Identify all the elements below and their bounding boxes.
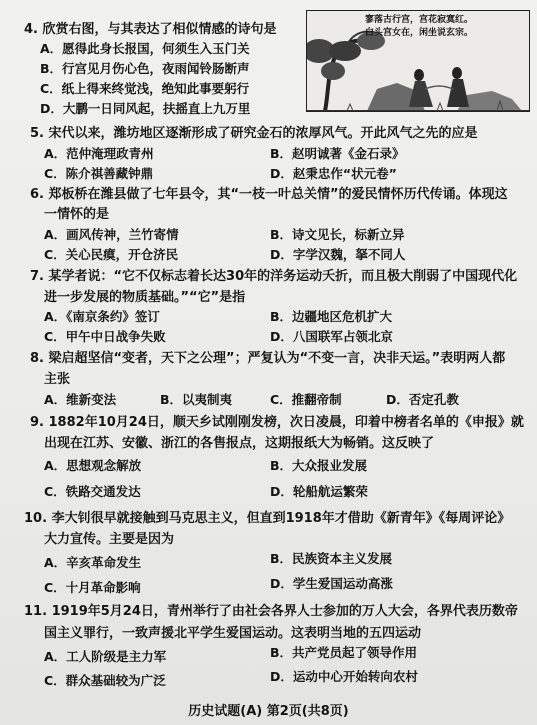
question-11 — [24, 603, 518, 620]
palace-painting-image — [307, 11, 529, 111]
option-d: D．大鹏一日同风起，扶摇直上九万里 — [40, 101, 251, 116]
question-number: 8. — [30, 351, 44, 366]
question-stem-continued: 大力宣传。主要是因为 — [44, 532, 175, 547]
question-stem: 1882年10月24日，顺天乡试刚刚发榜，次日凌晨，印着中榜者名单的《申报》就 — [48, 415, 524, 430]
page-footer: 历史试题(A) 第2页(共8页) — [188, 704, 349, 719]
option-a: A．辛亥革命发生 — [44, 555, 142, 570]
option-b: B．行宫见月伤心色，夜雨闻铃肠断声 — [40, 61, 250, 76]
question-10 — [24, 510, 510, 527]
question-number: 10. — [24, 511, 48, 526]
option-c: C．群众基础较为广泛 — [44, 673, 166, 688]
question-stem-continued: 出现在江苏、安徽、浙江的各售报点，这期报纸大为畅销。这反映了 — [44, 436, 435, 451]
question-8 — [30, 350, 505, 367]
option-c: C．铁路交通发达 — [44, 484, 141, 499]
option-a: A．画风传神，兰竹寄情 — [44, 227, 179, 242]
question-stem: 某学者说：“它不仅标志着长达30年的洋务运动夭折，而且极大削弱了中国现代化 — [48, 269, 518, 284]
option-b: B．大众报业发展 — [270, 458, 368, 473]
option-b: B．边疆地区危机扩大 — [270, 309, 393, 324]
option-a: A．工人阶级是主力军 — [44, 649, 167, 664]
question-stem: 郑板桥在潍县做了七年县令，其“一枝一叶总关情”的爱民情怀历代传诵。体现这 — [48, 187, 508, 202]
question-stem: 梁启超坚信“变者，天下之公理”；严复认为“不变一言，决非天运。”表明两人都 — [48, 351, 506, 366]
question-9 — [30, 414, 524, 431]
option-d: D．字学汉魏，拏不同人 — [270, 247, 406, 262]
question-number: 11. — [24, 604, 48, 619]
option-a: A．范仲淹理政青州 — [44, 146, 154, 161]
option-c: C．甲午中日战争失败 — [44, 329, 166, 344]
question-number: 7. — [30, 269, 44, 284]
question-stem: 欣赏右图，与其表达了相似情感的诗句是 — [42, 22, 277, 37]
option-b: B．赵明诚著《金石录》 — [270, 146, 405, 161]
option-c: C．关心民瘼，开仓济民 — [44, 247, 179, 262]
option-b: B．共产党员起了领导作用 — [270, 645, 418, 660]
question-stem: 1919年5月24日，青州举行了由社会各界人士参加的万人大会，各界代表历数帝 — [51, 604, 518, 619]
question-6 — [30, 186, 508, 203]
option-a: A．思想观念解放 — [44, 458, 142, 473]
question-number: 4. — [24, 22, 38, 37]
question-number: 6. — [30, 187, 44, 202]
option-d: D．否定孔教 — [386, 392, 459, 407]
question-7 — [30, 268, 517, 285]
question-stem: 李大钊很早就接触到马克思主义，但直到1918年才借助《新青年》《每周评论》 — [51, 511, 511, 526]
question-stem-continued: 主张 — [44, 372, 71, 387]
question-4 — [24, 21, 277, 38]
question-number: 9. — [30, 415, 44, 430]
question-stem-continued: 一情怀的是 — [44, 207, 110, 222]
option-d: D．运动中心开始转向农村 — [270, 669, 418, 684]
option-a: A．《南京条约》签订 — [44, 309, 160, 324]
poem-line-1: 寥落古行宫，宫花寂寞红。 — [365, 15, 474, 25]
option-a: A．愿得此身长报国，何须生入玉门关 — [40, 41, 250, 56]
painting-figure — [306, 10, 530, 112]
question-stem-continued: 国主义罪行，一致声援北平学生爱国运动。这表明当地的五四运动 — [44, 626, 422, 641]
option-d: D．八国联军占领北京 — [270, 329, 393, 344]
poem-line-2: 白头宫女在，闲坐说玄宗。 — [365, 28, 474, 38]
option-b: B．以夷制夷 — [160, 392, 233, 407]
option-c: C．纸上得来终觉浅，绝知此事要躬行 — [40, 81, 250, 96]
option-c: C．陈介祺善藏钟鼎 — [44, 166, 154, 181]
option-c: C．十月革命影响 — [44, 580, 141, 595]
question-stem-continued: 进一步发展的物质基础。”“它”是指 — [44, 290, 246, 305]
question-5 — [30, 125, 478, 142]
option-d: D．轮船航运繁荣 — [270, 484, 368, 499]
option-d: D．赵秉忠作“状元卷” — [270, 166, 397, 181]
option-a: A．维新变法 — [44, 392, 117, 407]
option-b: B．诗文见长，标新立异 — [270, 227, 405, 242]
option-b: B．民族资本主义发展 — [270, 551, 393, 566]
question-number: 5. — [30, 126, 44, 141]
option-c: C．推翻帝制 — [270, 392, 342, 407]
option-d: D．学生爱国运动高涨 — [270, 576, 393, 591]
question-stem: 宋代以来，潍坊地区逐渐形成了研究金石的浓厚风气。开此风气之先的应是 — [48, 126, 478, 141]
